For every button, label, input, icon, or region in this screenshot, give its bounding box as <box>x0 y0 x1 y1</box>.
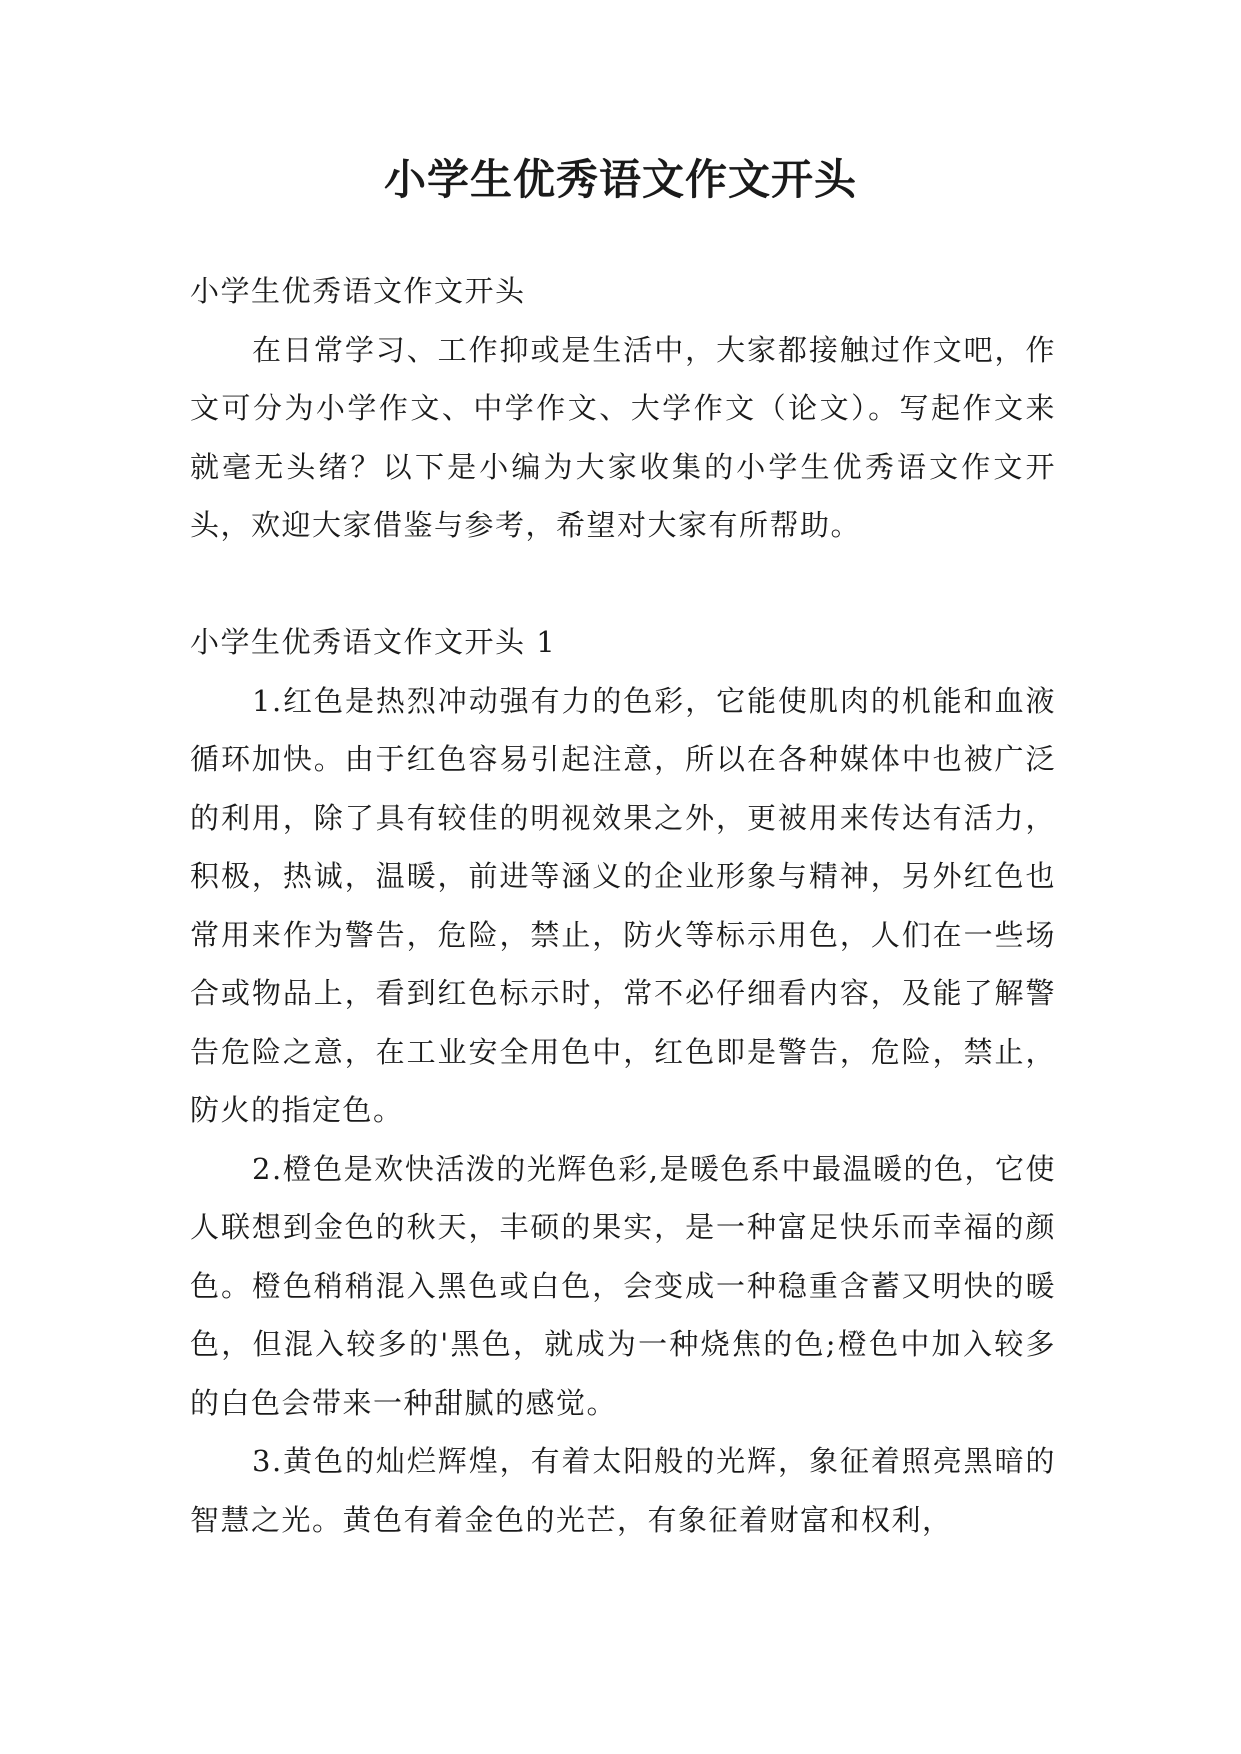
paragraph-orange: 2.橙色是欢快活泼的光辉色彩,是暖色系中最温暖的色，它使人联想到金色的秋天，丰硕的果实，是一种富足快乐而幸福的颜色。橙色稍稍混入黑色或白色，会变成一种稳重含蓄又明快的暖色，但混入较多的'黑色，就成为一种烧焦的色;橙色中加入较多的白色会带来一种甜腻的感觉。 <box>190 1151 1056 1420</box>
paragraph-yellow: 3.黄色的灿烂辉煌，有着太阳般的光辉，象征着照亮黑暗的智慧之光。黄色有着金色的光芒，有象征着财富和权利， <box>190 1444 1056 1537</box>
paragraph-red: 1.红色是热烈冲动强有力的色彩，它能使肌肉的机能和血液循环加快。由于红色容易引起注意，所以在各种媒体中也被广泛的利用，除了具有较佳的明视效果之外，更被用来传达有活力，积极，热诚，温暖，前进等涵义的企业形象与精神，另外红色也常用来作为警告，危险，禁止，防火等标示用色，人们在一些场合或物品上，看到红色标示时，常不必仔细看内容，及能了解警告危险之意，在工业安全用色中，红色即是警告，危险，禁止，防火的指定色。 <box>190 683 1056 1127</box>
section-heading: 小学生优秀语文作文开头 1 <box>190 625 557 659</box>
blank-line <box>190 555 1056 614</box>
intro-heading: 小学生优秀语文作文开头 <box>190 274 526 308</box>
document-title: 小学生优秀语文作文开头 <box>383 155 857 204</box>
intro-paragraph: 在日常学习、工作抑或是生活中，大家都接触过作文吧，作文可分为小学作文、中学作文、大学作文（论文）。写起作文来就毫无头绪？以下是小编为大家收集的小学生优秀语文作文开头，欢迎大家借鉴与参考，希望对大家有所帮助。 <box>190 332 1056 542</box>
document-body <box>190 262 1056 1549</box>
